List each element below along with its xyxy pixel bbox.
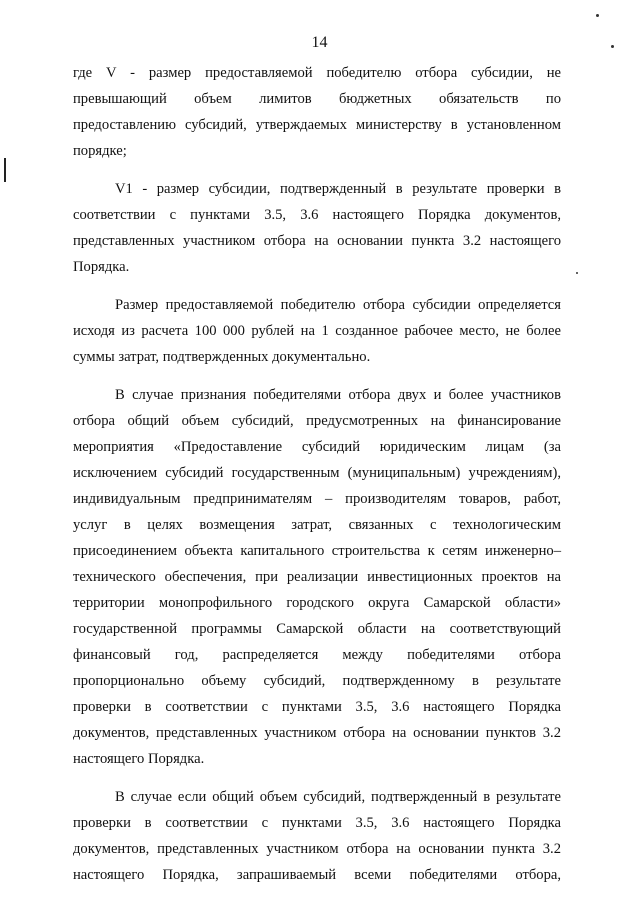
scan-speck	[611, 45, 614, 48]
text-line: где V - размер предоставляемой победителю отбора субсидии, не	[73, 65, 561, 81]
paragraph	[73, 176, 561, 280]
text-line: предоставлению субсидий, утверждаемых министерству в установленном	[73, 117, 561, 133]
paragraph-gap	[73, 772, 561, 784]
text-line: превышающий объем лимитов бюджетных обязательств по	[73, 91, 561, 107]
text-line: исключением субсидий государственным (муниципальным) учреждениям),	[73, 465, 561, 481]
text-line: отбора общий объем субсидий, предусмотренных на финансирование	[73, 413, 561, 429]
paragraph	[73, 784, 561, 888]
text-line: V1 - размер субсидии, подтвержденный в результате проверки в	[115, 181, 561, 197]
paragraph	[73, 382, 561, 772]
text-line: порядке;	[73, 143, 127, 159]
document-body	[73, 60, 561, 888]
text-line: технического обеспечения, при реализации инвестиционных проектов на	[73, 569, 561, 585]
text-line: финансовый год, распределяется между победителями отбора	[73, 647, 561, 663]
text-line: проверки в соответствии с пунктами 3.5, 3.6 настоящего Порядка	[73, 815, 561, 831]
text-line: соответствии с пунктами 3.5, 3.6 настоящего Порядка документов,	[73, 207, 561, 223]
text-line: услуг в целях возмещения затрат, связанных с технологическим	[73, 517, 561, 533]
text-line: исходя из расчета 100 000 рублей на 1 созданное рабочее место, не более	[73, 323, 561, 339]
text-line: документов, представленных участником отбора на основании пунктов 3.2	[73, 725, 561, 741]
paragraph-gap	[73, 164, 561, 176]
scan-speck	[596, 14, 599, 17]
text-line: Размер предоставляемой победителю отбора субсидии определяется	[115, 297, 561, 313]
text-line: В случае признания победителями отбора двух и более участников	[115, 387, 561, 403]
text-line: представленных участником отбора на основании пункта 3.2 настоящего	[73, 233, 561, 249]
text-line: мероприятия «Предоставление субсидий юридическим лицам (за	[73, 439, 561, 455]
text-line: пропорционально объему субсидий, подтвержденному в результате	[73, 673, 561, 689]
text-line: настоящего Порядка, запрашиваемый всеми победителями отбора,	[73, 867, 561, 883]
text-line: В случае если общий объем субсидий, подтвержденный в результате	[115, 789, 561, 805]
scan-edge-mark	[4, 158, 6, 182]
paragraph	[73, 60, 561, 164]
text-line: государственной программы Самарской области на соответствующий	[73, 621, 561, 637]
text-line: суммы затрат, подтвержденных документально.	[73, 349, 371, 365]
text-line: настоящего Порядка.	[73, 751, 205, 767]
paragraph	[73, 292, 561, 370]
text-line: территории монопрофильного городского округа Самарской области»	[73, 595, 561, 611]
text-line: проверки в соответствии с пунктами 3.5, 3.6 настоящего Порядка	[73, 699, 561, 715]
text-line: Порядка.	[73, 259, 130, 275]
paragraph-gap	[73, 280, 561, 292]
text-line: документов, представленных участником отбора на основании пункта 3.2	[73, 841, 561, 857]
text-line: индивидуальным предпринимателям – производителям товаров, работ,	[73, 491, 561, 507]
scan-speck	[576, 272, 578, 274]
paragraph-gap	[73, 370, 561, 382]
page-number: 14	[311, 34, 328, 51]
text-line: присоединением объекта капитального строительства к сетям инженерно–	[73, 543, 561, 559]
